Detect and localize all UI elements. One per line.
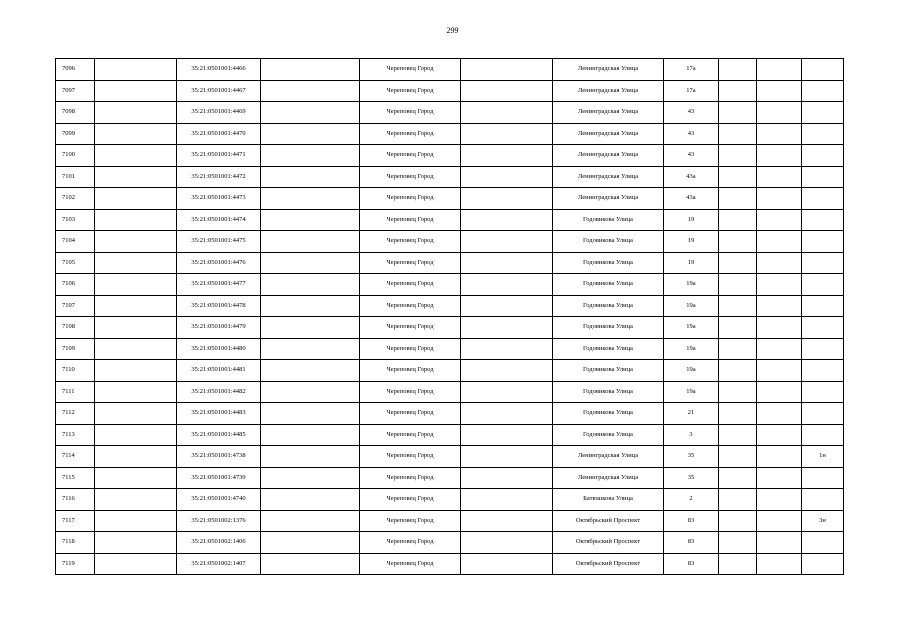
empty-cell <box>719 532 757 554</box>
street-cell: Годовикова Улица <box>553 317 664 339</box>
house-number-cell: 35 <box>664 446 719 468</box>
city-cell: Череповец Город <box>360 80 461 102</box>
premises-cell <box>802 403 844 425</box>
empty-cell <box>95 381 177 403</box>
empty-cell <box>461 80 553 102</box>
empty-cell <box>95 80 177 102</box>
empty-cell <box>719 59 757 81</box>
house-number-cell: 17а <box>664 80 719 102</box>
city-cell: Череповец Город <box>360 381 461 403</box>
empty-cell <box>95 59 177 81</box>
table-body <box>56 59 844 575</box>
empty-cell <box>95 446 177 468</box>
row-number-cell: 7101 <box>56 166 95 188</box>
cadastral-number-cell: 35:21:0501001:4471 <box>177 145 261 167</box>
empty-cell <box>95 209 177 231</box>
table-row <box>56 403 844 425</box>
cadastral-number-cell: 35:21:0501001:4482 <box>177 381 261 403</box>
street-cell: Ленинградская Улица <box>553 188 664 210</box>
empty-cell <box>719 510 757 532</box>
house-number-cell: 17а <box>664 59 719 81</box>
row-number-cell: 7102 <box>56 188 95 210</box>
table-row <box>56 510 844 532</box>
table-row <box>56 553 844 575</box>
row-number-cell: 7097 <box>56 80 95 102</box>
row-number-cell: 7114 <box>56 446 95 468</box>
empty-cell <box>261 424 360 446</box>
empty-cell <box>95 145 177 167</box>
premises-cell <box>802 123 844 145</box>
cadastral-number-cell: 35:21:0501001:4474 <box>177 209 261 231</box>
table-row <box>56 209 844 231</box>
cadastral-number-cell: 35:21:0501001:4477 <box>177 274 261 296</box>
street-cell: Годовикова Улица <box>553 403 664 425</box>
cadastral-number-cell: 35:21:0501002:1376 <box>177 510 261 532</box>
city-cell: Череповец Город <box>360 489 461 511</box>
city-cell: Череповец Город <box>360 446 461 468</box>
row-number-cell: 7096 <box>56 59 95 81</box>
empty-cell <box>461 252 553 274</box>
house-number-cell: 3 <box>664 424 719 446</box>
street-cell: Октябрьский Проспект <box>553 532 664 554</box>
house-number-cell: 43а <box>664 188 719 210</box>
house-number-cell: 83 <box>664 532 719 554</box>
empty-cell <box>95 510 177 532</box>
cadastral-number-cell: 35:21:0501001:4476 <box>177 252 261 274</box>
table-row <box>56 123 844 145</box>
table-row <box>56 467 844 489</box>
empty-cell <box>261 274 360 296</box>
row-number-cell: 7107 <box>56 295 95 317</box>
street-cell: Ленинградская Улица <box>553 102 664 124</box>
street-cell: Ленинградская Улица <box>553 467 664 489</box>
empty-cell <box>719 274 757 296</box>
empty-cell <box>461 231 553 253</box>
table-row <box>56 338 844 360</box>
table-row <box>56 424 844 446</box>
empty-cell <box>461 467 553 489</box>
city-cell: Череповец Город <box>360 295 461 317</box>
empty-cell <box>757 317 802 339</box>
city-cell: Череповец Город <box>360 102 461 124</box>
empty-cell <box>461 317 553 339</box>
premises-cell: 1н <box>802 446 844 468</box>
house-number-cell: 43а <box>664 166 719 188</box>
premises-cell <box>802 80 844 102</box>
city-cell: Череповец Город <box>360 231 461 253</box>
cadastral-number-cell: 35:21:0501001:4467 <box>177 80 261 102</box>
street-cell: Батюшкова Улица <box>553 489 664 511</box>
empty-cell <box>757 510 802 532</box>
street-cell: Годовикова Улица <box>553 381 664 403</box>
empty-cell <box>461 446 553 468</box>
city-cell: Череповец Город <box>360 59 461 81</box>
house-number-cell: 2 <box>664 489 719 511</box>
empty-cell <box>261 123 360 145</box>
city-cell: Череповец Город <box>360 424 461 446</box>
cadastral-number-cell: 35:21:0501001:4485 <box>177 424 261 446</box>
cadastral-number-cell: 35:21:0501001:4738 <box>177 446 261 468</box>
empty-cell <box>757 381 802 403</box>
empty-cell <box>261 446 360 468</box>
house-number-cell: 35 <box>664 467 719 489</box>
empty-cell <box>261 489 360 511</box>
premises-cell <box>802 209 844 231</box>
city-cell: Череповец Город <box>360 166 461 188</box>
premises-cell <box>802 553 844 575</box>
empty-cell <box>95 102 177 124</box>
empty-cell <box>719 231 757 253</box>
premises-cell <box>802 102 844 124</box>
empty-cell <box>461 489 553 511</box>
empty-cell <box>261 295 360 317</box>
empty-cell <box>757 188 802 210</box>
street-cell: Ленинградская Улица <box>553 166 664 188</box>
empty-cell <box>261 252 360 274</box>
empty-cell <box>95 467 177 489</box>
house-number-cell: 43 <box>664 123 719 145</box>
empty-cell <box>719 446 757 468</box>
empty-cell <box>95 424 177 446</box>
row-number-cell: 7108 <box>56 317 95 339</box>
empty-cell <box>757 274 802 296</box>
empty-cell <box>719 123 757 145</box>
registry-table <box>55 58 844 575</box>
empty-cell <box>261 166 360 188</box>
empty-cell <box>757 80 802 102</box>
house-number-cell: 21 <box>664 403 719 425</box>
empty-cell <box>757 553 802 575</box>
row-number-cell: 7119 <box>56 553 95 575</box>
city-cell: Череповец Город <box>360 403 461 425</box>
cadastral-number-cell: 35:21:0501001:4472 <box>177 166 261 188</box>
house-number-cell: 19а <box>664 338 719 360</box>
empty-cell <box>261 360 360 382</box>
premises-cell <box>802 532 844 554</box>
empty-cell <box>719 338 757 360</box>
street-cell: Годовикова Улица <box>553 360 664 382</box>
premises-cell <box>802 381 844 403</box>
table-row <box>56 59 844 81</box>
empty-cell <box>461 510 553 532</box>
street-cell: Годовикова Улица <box>553 338 664 360</box>
row-number-cell: 7117 <box>56 510 95 532</box>
empty-cell <box>757 102 802 124</box>
table-row <box>56 166 844 188</box>
empty-cell <box>461 424 553 446</box>
empty-cell <box>757 532 802 554</box>
empty-cell <box>261 553 360 575</box>
empty-cell <box>95 231 177 253</box>
empty-cell <box>719 360 757 382</box>
street-cell: Годовикова Улица <box>553 274 664 296</box>
page-number: 299 <box>446 26 459 35</box>
premises-cell <box>802 360 844 382</box>
empty-cell <box>461 338 553 360</box>
row-number-cell: 7118 <box>56 532 95 554</box>
street-cell: Годовикова Улица <box>553 295 664 317</box>
cadastral-number-cell: 35:21:0501001:4470 <box>177 123 261 145</box>
street-cell: Годовикова Улица <box>553 424 664 446</box>
empty-cell <box>261 532 360 554</box>
empty-cell <box>261 381 360 403</box>
empty-cell <box>95 553 177 575</box>
empty-cell <box>719 102 757 124</box>
empty-cell <box>719 424 757 446</box>
house-number-cell: 83 <box>664 510 719 532</box>
table-row <box>56 274 844 296</box>
empty-cell <box>261 510 360 532</box>
cadastral-number-cell: 35:21:0501001:4479 <box>177 317 261 339</box>
empty-cell <box>757 338 802 360</box>
empty-cell <box>461 403 553 425</box>
empty-cell <box>461 532 553 554</box>
row-number-cell: 7105 <box>56 252 95 274</box>
empty-cell <box>719 209 757 231</box>
table-row <box>56 489 844 511</box>
empty-cell <box>461 360 553 382</box>
empty-cell <box>461 166 553 188</box>
house-number-cell: 19 <box>664 209 719 231</box>
house-number-cell: 19 <box>664 231 719 253</box>
empty-cell <box>261 188 360 210</box>
street-cell: Октябрьский Проспект <box>553 553 664 575</box>
table-row <box>56 188 844 210</box>
premises-cell <box>802 231 844 253</box>
row-number-cell: 7104 <box>56 231 95 253</box>
premises-cell <box>802 467 844 489</box>
house-number-cell: 19а <box>664 381 719 403</box>
empty-cell <box>757 145 802 167</box>
city-cell: Череповец Город <box>360 274 461 296</box>
empty-cell <box>757 360 802 382</box>
empty-cell <box>261 317 360 339</box>
empty-cell <box>719 166 757 188</box>
cadastral-number-cell: 35:21:0501001:4466 <box>177 59 261 81</box>
empty-cell <box>95 489 177 511</box>
cadastral-number-cell: 35:21:0501001:4475 <box>177 231 261 253</box>
empty-cell <box>261 467 360 489</box>
empty-cell <box>461 381 553 403</box>
empty-cell <box>719 317 757 339</box>
row-number-cell: 7098 <box>56 102 95 124</box>
empty-cell <box>261 209 360 231</box>
premises-cell <box>802 338 844 360</box>
city-cell: Череповец Город <box>360 553 461 575</box>
empty-cell <box>261 338 360 360</box>
premises-cell: 3н <box>802 510 844 532</box>
city-cell: Череповец Город <box>360 360 461 382</box>
cadastral-number-cell: 35:21:0501001:4480 <box>177 338 261 360</box>
premises-cell <box>802 166 844 188</box>
house-number-cell: 19 <box>664 252 719 274</box>
empty-cell <box>719 553 757 575</box>
empty-cell <box>757 166 802 188</box>
empty-cell <box>757 403 802 425</box>
city-cell: Череповец Город <box>360 317 461 339</box>
empty-cell <box>719 145 757 167</box>
empty-cell <box>95 123 177 145</box>
empty-cell <box>95 403 177 425</box>
city-cell: Череповец Город <box>360 123 461 145</box>
premises-cell <box>802 188 844 210</box>
row-number-cell: 7116 <box>56 489 95 511</box>
street-cell: Годовикова Улица <box>553 252 664 274</box>
empty-cell <box>461 209 553 231</box>
row-number-cell: 7112 <box>56 403 95 425</box>
empty-cell <box>95 317 177 339</box>
street-cell: Ленинградская Улица <box>553 80 664 102</box>
empty-cell <box>757 59 802 81</box>
empty-cell <box>95 166 177 188</box>
house-number-cell: 19а <box>664 274 719 296</box>
empty-cell <box>757 446 802 468</box>
table-row <box>56 295 844 317</box>
cadastral-number-cell: 35:21:0501001:4740 <box>177 489 261 511</box>
empty-cell <box>719 489 757 511</box>
empty-cell <box>95 338 177 360</box>
row-number-cell: 7115 <box>56 467 95 489</box>
street-cell: Ленинградская Улица <box>553 123 664 145</box>
street-cell: Ленинградская Улица <box>553 446 664 468</box>
table-row <box>56 145 844 167</box>
row-number-cell: 7099 <box>56 123 95 145</box>
row-number-cell: 7106 <box>56 274 95 296</box>
table-row <box>56 381 844 403</box>
empty-cell <box>261 403 360 425</box>
table-row <box>56 317 844 339</box>
city-cell: Череповец Город <box>360 532 461 554</box>
empty-cell <box>757 467 802 489</box>
house-number-cell: 19а <box>664 317 719 339</box>
row-number-cell: 7113 <box>56 424 95 446</box>
empty-cell <box>719 381 757 403</box>
empty-cell <box>461 145 553 167</box>
row-number-cell: 7109 <box>56 338 95 360</box>
row-number-cell: 7111 <box>56 381 95 403</box>
street-cell: Годовикова Улица <box>553 231 664 253</box>
empty-cell <box>261 80 360 102</box>
empty-cell <box>719 252 757 274</box>
empty-cell <box>757 295 802 317</box>
cadastral-number-cell: 35:21:0501001:4478 <box>177 295 261 317</box>
empty-cell <box>757 123 802 145</box>
premises-cell <box>802 295 844 317</box>
city-cell: Череповец Город <box>360 209 461 231</box>
empty-cell <box>95 532 177 554</box>
city-cell: Череповец Город <box>360 467 461 489</box>
empty-cell <box>757 489 802 511</box>
empty-cell <box>95 360 177 382</box>
table-row <box>56 102 844 124</box>
empty-cell <box>757 231 802 253</box>
premises-cell <box>802 59 844 81</box>
table-row <box>56 80 844 102</box>
empty-cell <box>95 295 177 317</box>
empty-cell <box>461 274 553 296</box>
cadastral-number-cell: 35:21:0501001:4481 <box>177 360 261 382</box>
empty-cell <box>719 295 757 317</box>
cadastral-number-cell: 35:21:0501001:4473 <box>177 188 261 210</box>
premises-cell <box>802 145 844 167</box>
premises-cell <box>802 252 844 274</box>
city-cell: Череповец Город <box>360 338 461 360</box>
cadastral-number-cell: 35:21:0501001:4739 <box>177 467 261 489</box>
table-row <box>56 231 844 253</box>
empty-cell <box>757 209 802 231</box>
empty-cell <box>461 59 553 81</box>
empty-cell <box>719 403 757 425</box>
empty-cell <box>95 252 177 274</box>
street-cell: Годовикова Улица <box>553 209 664 231</box>
cadastral-number-cell: 35:21:0501002:1406 <box>177 532 261 554</box>
street-cell: Октябрьский Проспект <box>553 510 664 532</box>
row-number-cell: 7110 <box>56 360 95 382</box>
empty-cell <box>261 231 360 253</box>
premises-cell <box>802 424 844 446</box>
city-cell: Череповец Город <box>360 510 461 532</box>
table-row <box>56 252 844 274</box>
house-number-cell: 43 <box>664 145 719 167</box>
empty-cell <box>461 123 553 145</box>
empty-cell <box>757 252 802 274</box>
house-number-cell: 19а <box>664 295 719 317</box>
table-row <box>56 360 844 382</box>
city-cell: Череповец Город <box>360 188 461 210</box>
empty-cell <box>757 424 802 446</box>
premises-cell <box>802 317 844 339</box>
city-cell: Череповец Город <box>360 252 461 274</box>
empty-cell <box>261 145 360 167</box>
house-number-cell: 19а <box>664 360 719 382</box>
empty-cell <box>261 59 360 81</box>
empty-cell <box>461 553 553 575</box>
premises-cell <box>802 489 844 511</box>
empty-cell <box>461 102 553 124</box>
empty-cell <box>719 188 757 210</box>
row-number-cell: 7100 <box>56 145 95 167</box>
street-cell: Ленинградская Улица <box>553 59 664 81</box>
city-cell: Череповец Город <box>360 145 461 167</box>
house-number-cell: 83 <box>664 553 719 575</box>
empty-cell <box>719 467 757 489</box>
street-cell: Ленинградская Улица <box>553 145 664 167</box>
cadastral-number-cell: 35:21:0501001:4483 <box>177 403 261 425</box>
empty-cell <box>95 274 177 296</box>
house-number-cell: 43 <box>664 102 719 124</box>
empty-cell <box>261 102 360 124</box>
premises-cell <box>802 274 844 296</box>
empty-cell <box>461 188 553 210</box>
empty-cell <box>461 295 553 317</box>
table-row <box>56 446 844 468</box>
row-number-cell: 7103 <box>56 209 95 231</box>
cadastral-number-cell: 35:21:0501001:4469 <box>177 102 261 124</box>
empty-cell <box>719 80 757 102</box>
table-row <box>56 532 844 554</box>
empty-cell <box>95 188 177 210</box>
cadastral-number-cell: 35:21:0501002:1407 <box>177 553 261 575</box>
